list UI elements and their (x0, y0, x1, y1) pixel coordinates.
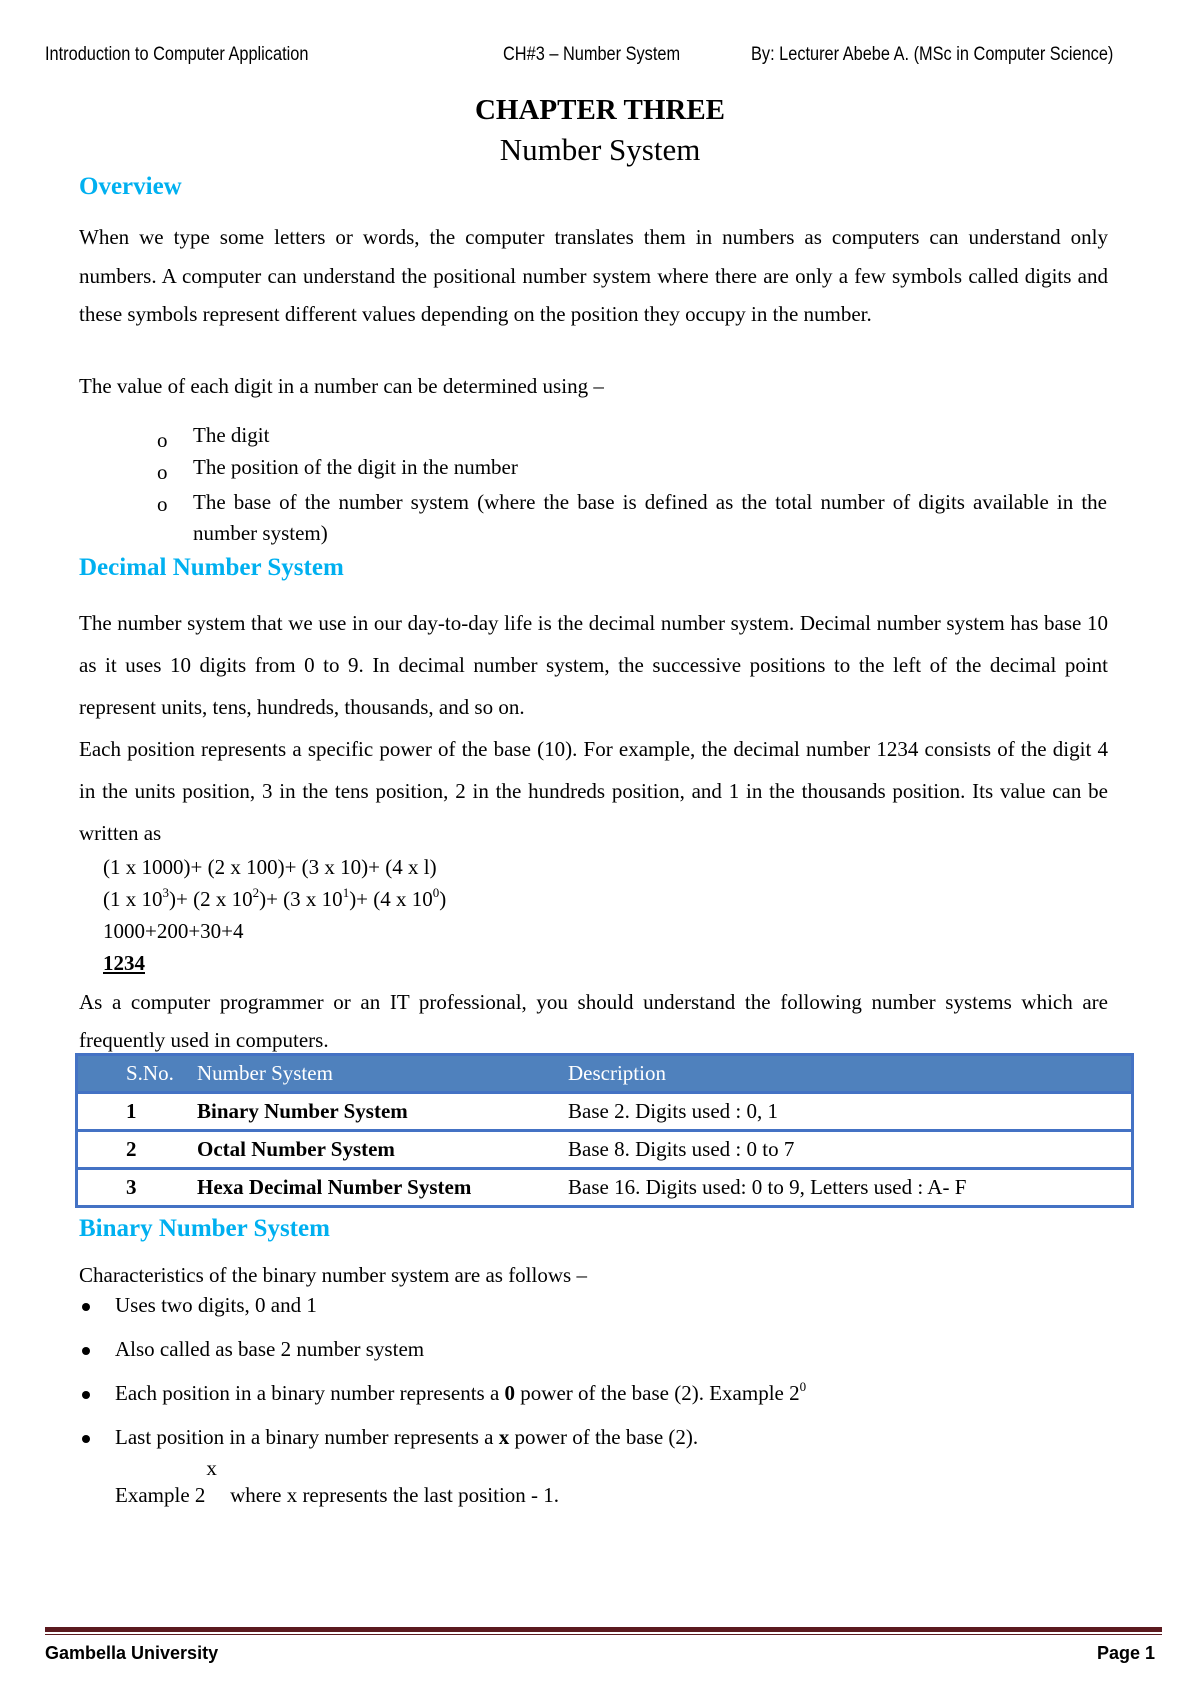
equation-expanded: (1 x 1000)+ (2 x 100)+ (3 x 10)+ (4 x l) (103, 855, 437, 879)
table-header-cell: Description (568, 1061, 666, 1085)
table-header-row (77, 1055, 1133, 1093)
header-chapter: CH#3 – Number System (503, 44, 681, 65)
footer-rule (45, 1627, 1162, 1632)
table-header-cell: Number System (197, 1061, 333, 1085)
table-header-cell: S.No. (126, 1061, 174, 1085)
equation-powers: (1 x $10^3)+ (2$ x $10^2)+ (3$ x $10^1)+ (4$ x $10^0$) (103, 885, 447, 911)
bullet-dot (82, 1435, 90, 1443)
list-item: Uses two digits, 0 and 1 (115, 1293, 317, 1317)
equation-result: 1234 (103, 951, 145, 975)
binary-intro: Characteristics of the binary number system are as follows – (79, 1263, 587, 1287)
bullet-marker: o (157, 492, 168, 516)
bullet-dot (82, 1303, 90, 1311)
table-cell: Base 8. Digits used : 0 to 7 (568, 1137, 795, 1161)
chapter-title: CHAPTER THREE (474, 94, 726, 126)
list-item: The digit (193, 423, 270, 447)
footer-university: Gambella University (45, 1643, 219, 1663)
equation-sum: 1000+200+30+4 (103, 919, 244, 943)
table-row (77, 1131, 1133, 1169)
list-item: The base of the number system (where the base is defined as the total number of digits available in the number system) (193, 490, 1107, 545)
footer-rule-thin (45, 1634, 1162, 1635)
table-row (77, 1169, 1133, 1207)
list-item: Last position in a binary number represents a x power of the base (2). (115, 1425, 699, 1449)
table-cell: Binary Number System (197, 1099, 408, 1123)
list-item: The position of the digit in the number (193, 455, 518, 479)
overview-heading: Overview (79, 173, 182, 200)
number-systems-table (75, 1053, 1134, 1208)
table-cell: Hexa Decimal Number System (197, 1175, 472, 1199)
decimal-paragraph-1: The number system that we use in our day-to-day life is the decimal number system. Decimal number system has base 10 as it uses 10 digits from 0 to 9. In decimal number system, the successive positions to the left of the decimal point represent units, tens, hundreds, thousands, and so on. (79, 611, 1108, 719)
table-cell: Base 2. Digits used : 0, 1 (568, 1099, 778, 1123)
bullet-marker: o (157, 460, 168, 484)
chapter-subtitle: Number System (499, 132, 701, 167)
overview-intro-line: The value of each digit in a number can be determined using – (79, 374, 604, 398)
binary-example: Example 2x where x represents the last position - 1. (115, 1456, 560, 1507)
binary-heading: Binary Number System (79, 1215, 330, 1242)
table-cell: Base 16. Digits used: 0 to 9, Letters used : A- F (568, 1175, 967, 1199)
decimal-paragraph-2: Each position represents a specific power of the base (10). For example, the decimal number 1234 consists of the digit 4 in the units position, 3 in the tens position, 2 in the hundreds position, and 1 in the thousands position. Its value can be written as (79, 737, 1108, 845)
table-row (77, 1093, 1133, 1131)
overview-paragraph: When we type some letters or words, the computer translates them in numbers as computers can understand only numbers. A computer can understand the positional number system where there are only a few symbols called digits and these symbols represent different values depending on the position they occupy in the number. (79, 225, 1108, 326)
table-cell: Octal Number System (197, 1137, 395, 1161)
decimal-heading: Decimal Number System (79, 554, 344, 581)
list-item: Each position in a binary number represents a 0 power of the base (2). Example $2^0$ (115, 1379, 807, 1405)
header-course-title: Introduction to Computer Application (45, 44, 309, 65)
list-item: Also called as base 2 number system (115, 1337, 425, 1361)
header-author: By: Lecturer Abebe A. (MSc in Computer Science) (751, 44, 1114, 65)
footer-page-number: Page 1 (1096, 1643, 1155, 1663)
bullet-dot (82, 1391, 90, 1399)
decimal-paragraph-3: As a computer programmer or an IT professional, you should understand the following number systems which are frequently used in computers. (79, 990, 1108, 1052)
table-cell: 2 (126, 1137, 137, 1161)
bullet-marker: o (157, 428, 168, 452)
table-cell: 3 (126, 1175, 137, 1199)
bullet-dot (82, 1347, 90, 1355)
table-cell: 1 (126, 1099, 137, 1123)
